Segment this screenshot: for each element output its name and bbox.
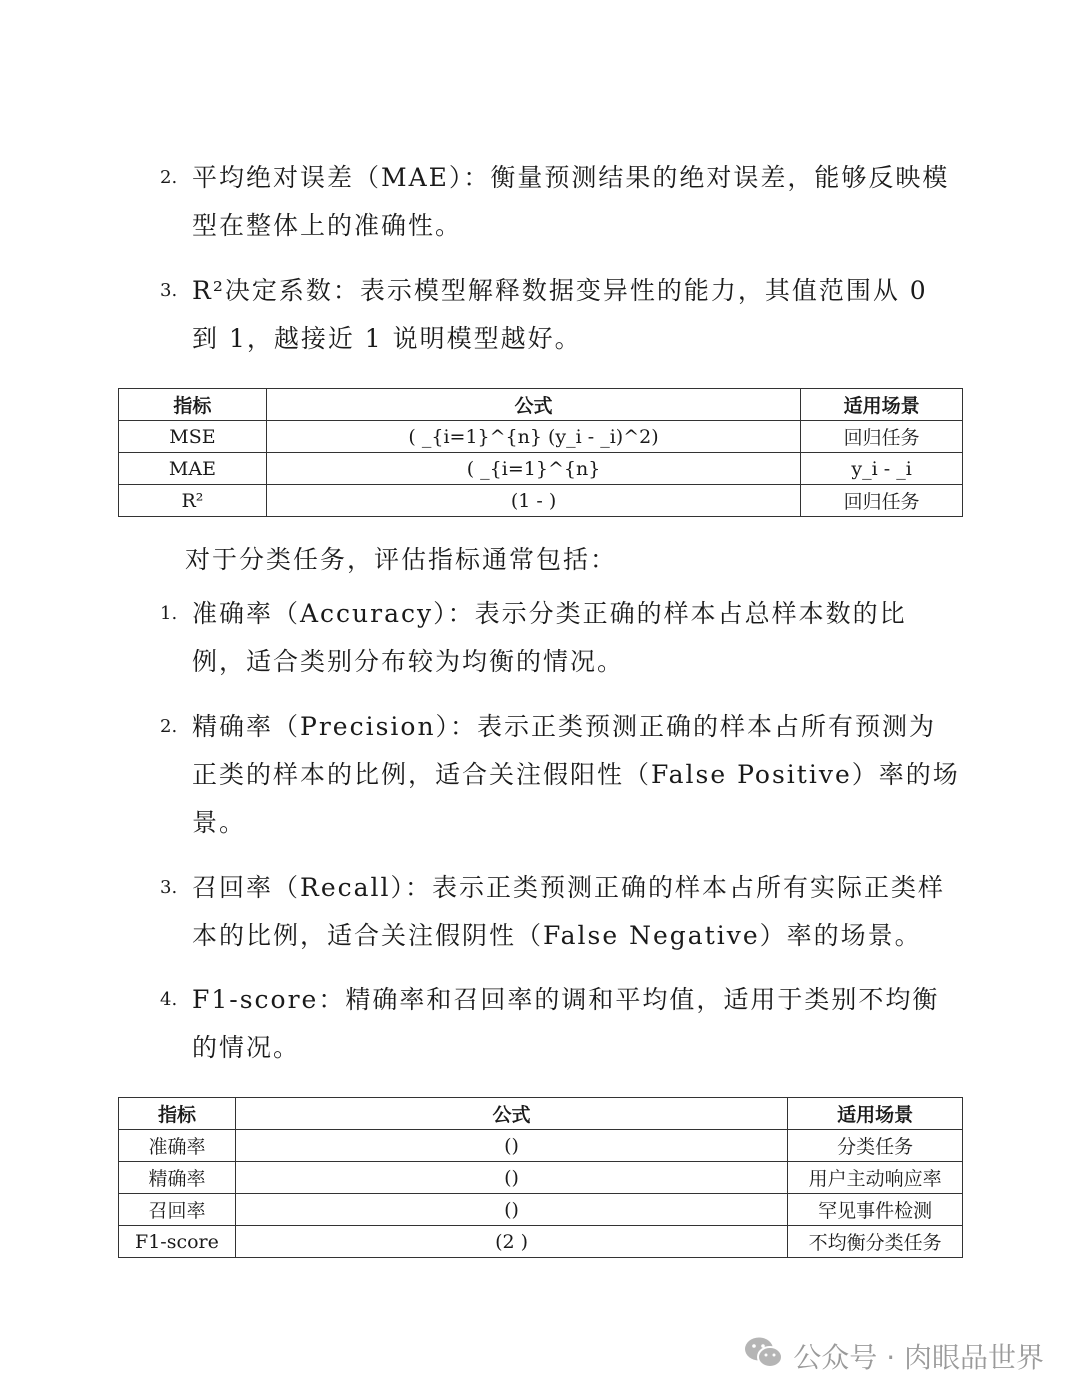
table-cell: (1 - ) <box>266 485 800 517</box>
table-cell: () <box>235 1162 787 1194</box>
list-number: 3. <box>160 280 178 301</box>
regression-metrics-table <box>118 388 963 517</box>
table-cell: 不均衡分类任务 <box>788 1226 963 1258</box>
table-cell: () <box>235 1194 787 1226</box>
table-cell: 准确率 <box>119 1130 236 1162</box>
table-row <box>119 485 963 517</box>
table-cell: MSE <box>119 421 267 453</box>
table-header-row <box>119 1098 963 1130</box>
list-number: 3. <box>160 877 178 898</box>
table-cell: 召回率 <box>119 1194 236 1226</box>
table-cell: ( _{i=1}^{n} (y_i - _i)^2) <box>266 421 800 453</box>
table-row <box>119 1194 963 1226</box>
table-row <box>119 453 963 485</box>
table-cell: 用户主动响应率 <box>788 1162 963 1194</box>
watermark-text: 公众号 · 肉眼品世界 <box>793 1341 1044 1374</box>
table-header-cell: 公式 <box>266 389 800 421</box>
table-cell: F1-score <box>119 1226 236 1258</box>
list-text: 召回率（Recall）：表示正类预测正确的样本占所有实际正类样本的比例，适合关注假阴性（False Negative）率的场景。 <box>192 873 946 950</box>
list-number: 1. <box>160 603 178 624</box>
list-text: 平均绝对误差（MAE）：衡量预测结果的绝对误差，能够反映模型在整体上的准确性。 <box>192 163 950 240</box>
classification-metrics-table <box>118 1097 963 1258</box>
list-text: 精确率（Precision）：表示正类预测正确的样本占所有预测为正类的样本的比例，适合关注假阳性（False Positive）率的场景。 <box>192 712 960 837</box>
list-number: 2. <box>160 716 178 737</box>
wechat-icon <box>743 1335 785 1378</box>
table-cell: 分类任务 <box>788 1130 963 1162</box>
table-cell: 回归任务 <box>801 485 963 517</box>
classification-intro: 对于分类任务，评估指标通常包括： <box>185 545 618 574</box>
table-header-cell: 公式 <box>235 1098 787 1130</box>
list-text: 准确率（Accuracy）：表示分类正确的样本占总样本数的比例，适合类别分布较为均衡的情况。 <box>192 599 907 676</box>
table-header-row <box>119 389 963 421</box>
table-cell: 罕见事件检测 <box>788 1194 963 1226</box>
table-header-cell: 适用场景 <box>801 389 963 421</box>
table-cell: (2 ) <box>235 1226 787 1258</box>
table-row <box>119 1162 963 1194</box>
table-cell: y_i - _i <box>801 453 963 485</box>
table-header-cell: 指标 <box>119 1098 236 1130</box>
table-header-cell: 指标 <box>119 389 267 421</box>
table-cell: MAE <box>119 453 267 485</box>
list-number: 4. <box>160 989 178 1010</box>
list-text: F1-score：精确率和召回率的调和平均值，适用于类别不均衡的情况。 <box>192 985 940 1062</box>
table-cell: () <box>235 1130 787 1162</box>
watermark <box>743 1336 1044 1376</box>
table-cell: 回归任务 <box>801 421 963 453</box>
table-row <box>119 1226 963 1258</box>
list-number: 2. <box>160 167 178 188</box>
table-header-cell: 适用场景 <box>788 1098 963 1130</box>
table-cell: 精确率 <box>119 1162 236 1194</box>
table-row <box>119 421 963 453</box>
list-text: R²决定系数：表示模型解释数据变异性的能力，其值范围从 0 到 1，越接近 1 说明模型越好。 <box>192 276 928 353</box>
table-cell: ( _{i=1}^{n} <box>266 453 800 485</box>
table-cell: R² <box>119 485 267 517</box>
table-row <box>119 1130 963 1162</box>
